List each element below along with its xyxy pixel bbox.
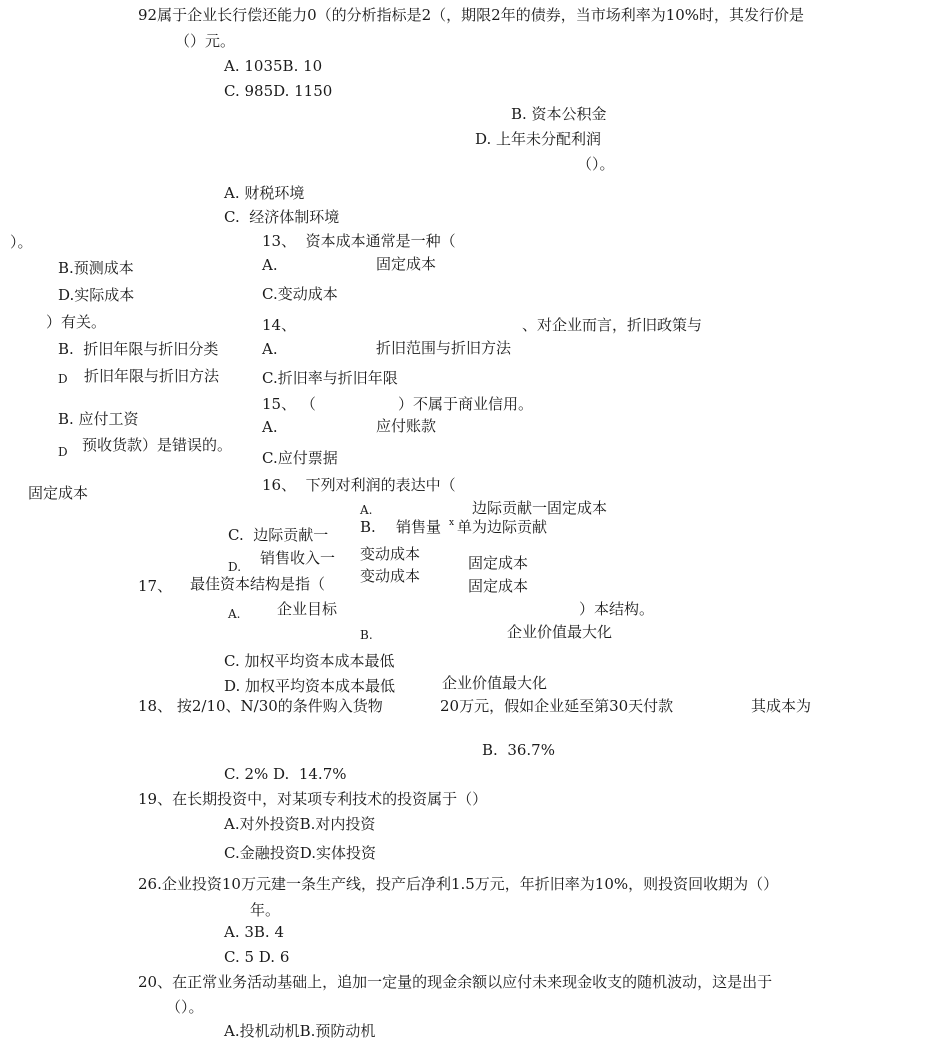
text-line: C.折旧率与折旧年限 [262, 369, 398, 387]
text-line: B. 资本公积金 [511, 105, 607, 123]
text-line: B. [360, 628, 373, 642]
text-line: A. [262, 256, 278, 274]
text-line: 20、在正常业务活动基础上，追加一定量的现金余额以应付未来现金收支的随机波动，这是出于 [138, 973, 773, 991]
text-line: D.实际成本 [58, 286, 135, 304]
text-line: B. [360, 518, 376, 536]
text-line: C.应付票据 [262, 449, 338, 467]
text-line: ）本结构。 [579, 600, 655, 618]
text-line: C. 边际贡献一 [228, 526, 329, 544]
text-line: C.变动成本 [262, 285, 338, 303]
text-line: 15、 （ [262, 395, 316, 413]
text-line: B. 折旧年限与折旧分类 [58, 340, 219, 358]
text-line: 企业价值最大化 [507, 623, 613, 641]
text-line: ）。 [10, 233, 33, 251]
text-line: 20万元，假如企业延至第30天付款 [440, 697, 674, 715]
text-line: 固定成本 [28, 484, 89, 502]
text-line: B.预测成本 [58, 259, 134, 277]
text-line: 18、 按2/10、N/30的条件购入货物 [138, 697, 383, 715]
text-line: 、对企业而言，折旧政策与 [522, 316, 703, 334]
text-line: 其成本为 [751, 697, 812, 715]
text-line: ）有关。 [46, 313, 107, 331]
text-line: C. 经济体制环境 [224, 208, 340, 226]
text-line: A. [262, 418, 278, 436]
text-line: 13、 资本成本通常是一种（ [262, 232, 456, 250]
text-line: D [58, 372, 68, 386]
text-line: （）。 [577, 155, 615, 173]
text-line: x [449, 518, 455, 528]
text-line: 边际贡献一固定成本 [472, 499, 608, 517]
text-line: 固定成本 [376, 255, 437, 273]
text-line: 预收货款）是错误的。 [82, 436, 233, 454]
text-line: ）不属于商业信用。 [398, 395, 534, 413]
text-line: 92属于企业长行偿还能力0（的分析指标是2（，期限2年的债券，当市场利率为10%时，其发行价是 [138, 6, 805, 24]
text-line: 年。 [250, 901, 281, 919]
text-line: 变动成本 [360, 545, 421, 563]
text-line: A. [262, 340, 278, 358]
text-line: D [58, 445, 68, 459]
text-line: D. 加权平均资本成本最低 [224, 677, 396, 695]
text-line: D. 上年未分配利润 [475, 130, 602, 148]
text-line: A. 1035B. 10 [224, 57, 323, 75]
text-line: 14、 [262, 316, 297, 334]
text-line: 企业目标 [277, 600, 338, 618]
text-line: D. [228, 560, 242, 574]
text-line: 企业价值最大化 [442, 674, 548, 692]
text-line: C. 2% D. 14.7% [224, 765, 347, 783]
text-line: 16、 下列对利润的表达中（ [262, 476, 456, 494]
text-line: B. 36.7% [482, 741, 555, 759]
text-line: A. [228, 607, 241, 621]
text-line: 折旧年限与折旧方法 [84, 367, 220, 385]
text-line: 17、 [138, 577, 173, 595]
text-line: 固定成本 [468, 554, 529, 572]
text-line: A. [360, 503, 373, 517]
text-line: A.对外投资B.对内投资 [224, 815, 376, 833]
text-line: C. 加权平均资本成本最低 [224, 652, 395, 670]
text-line: 单为边际贡献 [457, 518, 548, 536]
text-line: A. 财税环境 [224, 184, 305, 202]
text-line: （）。 [166, 998, 204, 1016]
text-line: B. 应付工资 [58, 410, 139, 428]
text-line: C.金融投资D.实体投资 [224, 844, 376, 862]
text-line: 销售量 [396, 518, 442, 536]
text-line: 销售收入一 [260, 549, 336, 567]
text-line: 变动成本 [360, 567, 421, 585]
text-line: C. 5 D. 6 [224, 948, 290, 966]
text-line: 19、在长期投资中，对某项专利技术的投资属于（） [138, 790, 488, 808]
text-line: 固定成本 [468, 577, 529, 595]
text-line: A.投机动机B.预防动机 [224, 1022, 376, 1040]
text-line: （）元。 [175, 32, 236, 50]
text-line: C. 985D. 1150 [224, 82, 333, 100]
text-line: 折旧范围与折旧方法 [376, 339, 512, 357]
text-line: 26.企业投资10万元建一条生产线，投产后净利1.5万元，年折旧率为10%，则投资回收期为（） [138, 875, 779, 893]
text-line: 最佳资本结构是指（ [190, 575, 326, 593]
text-line: A. 3B. 4 [224, 923, 285, 941]
text-line: 应付账款 [376, 417, 437, 435]
